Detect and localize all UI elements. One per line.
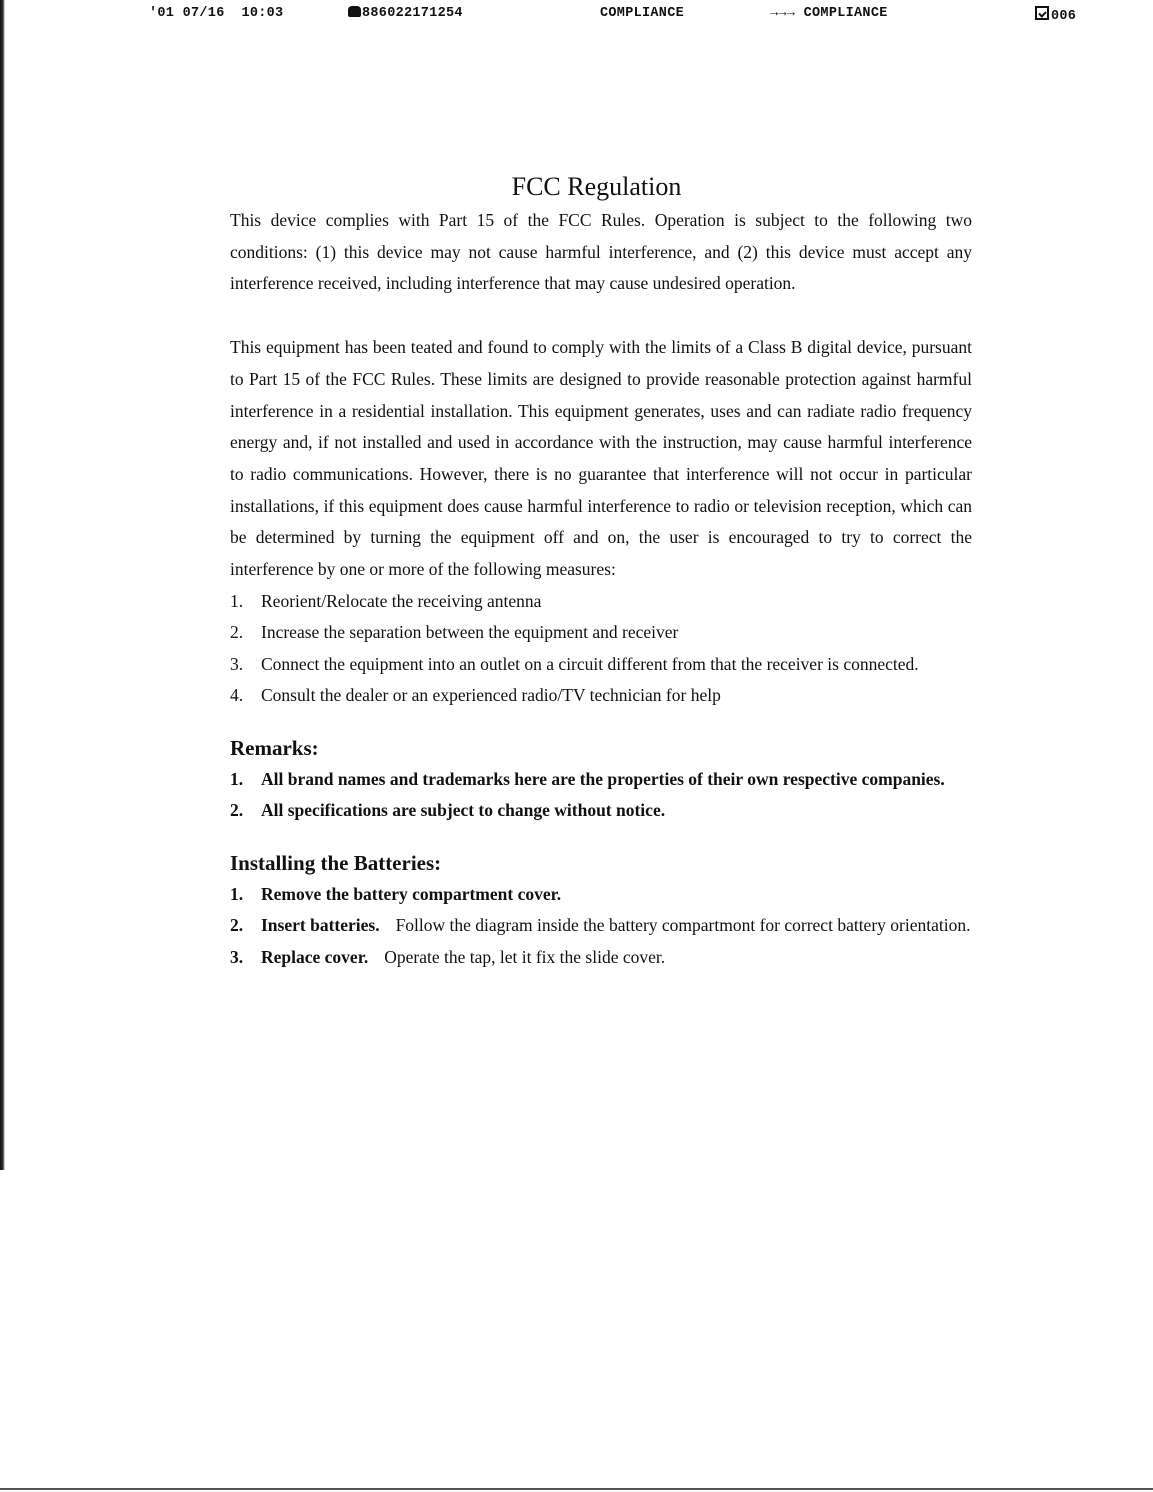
page-title: FCC Regulation bbox=[511, 172, 682, 202]
fax-page-number: 006 bbox=[1051, 9, 1077, 24]
list-item bbox=[230, 942, 972, 974]
list-item-text: All brand names and trademarks here are the properties of their own respective companies. bbox=[261, 768, 945, 789]
list-item-text: Operate the tap, let it fix the slide cover. bbox=[384, 946, 666, 967]
remarks-list bbox=[230, 764, 972, 827]
page-checkbox-icon bbox=[1035, 6, 1049, 20]
fax-from: COMPLIANCE bbox=[600, 6, 685, 21]
phone-icon bbox=[348, 6, 361, 17]
list-item bbox=[230, 617, 972, 649]
fax-arrow-icon: →→→ bbox=[770, 6, 796, 21]
fax-header bbox=[0, 6, 1153, 26]
batteries-heading: Installing the Batteries: bbox=[230, 850, 442, 875]
fax-phone bbox=[348, 6, 463, 21]
list-item-number: 3. bbox=[230, 653, 244, 674]
list-item-number: 1. bbox=[230, 590, 244, 611]
fax-to-label: COMPLIANCE bbox=[803, 6, 888, 21]
list-item bbox=[230, 910, 972, 942]
remarks-heading: Remarks: bbox=[230, 735, 319, 760]
paragraph-fcc-part15: This device complies with Part 15 of the FCC Rules. Operation is subject to the following two conditions: (1) this device may not cause harmful interference, and (2) this device must accept any interference received, including interference that may cause undesired operation. bbox=[230, 210, 972, 294]
list-item bbox=[230, 764, 972, 796]
fax-date-time bbox=[149, 6, 283, 21]
list-item-lead: Insert batteries. bbox=[261, 915, 380, 936]
list-item-lead: Remove the battery compartment cover. bbox=[261, 883, 562, 904]
bottom-divider bbox=[0, 1488, 1153, 1490]
list-item-number: 3. bbox=[230, 946, 244, 967]
fax-time: 10:03 bbox=[241, 6, 284, 21]
list-item-text: Connect the equipment into an outlet on a circuit different from that the receiver is connected. bbox=[261, 653, 919, 674]
measures-list bbox=[230, 586, 972, 712]
fax-phone-number: 886022171254 bbox=[362, 6, 463, 21]
list-item-text: Follow the diagram inside the battery compartmont for correct battery orientation. bbox=[395, 915, 971, 936]
list-item-number: 4. bbox=[230, 685, 244, 706]
paragraph-class-b: This equipment has been teated and found to comply with the limits of a Class B digital device, pursuant to Part 15 of the FCC Rules. These limits are designed to provide reasonable protection against harmful interference in a residential installation. This equipment generates, uses and can radiate radio frequency energy and, if not installed and used in accordance with the instruction, may cause harmful interference to radio communications. However, there is no guarantee that interference will not occur in particular installations, if this equipment does cause harmful interference to radio or television reception, which can be determined by turning the equipment off and on, the user is encouraged to try to correct the interference by one or more of the following measures: bbox=[230, 337, 972, 580]
document-body bbox=[230, 205, 972, 973]
list-item bbox=[230, 879, 972, 911]
list-item-lead: Replace cover. bbox=[261, 946, 369, 967]
fax-date: '01 07/16 bbox=[149, 6, 225, 21]
list-item bbox=[230, 680, 972, 712]
batteries-list bbox=[230, 879, 972, 974]
list-item bbox=[230, 795, 972, 827]
list-item bbox=[230, 586, 972, 618]
list-item-number: 2. bbox=[230, 800, 244, 821]
list-item-number: 2. bbox=[230, 915, 244, 936]
list-item-text: All specifications are subject to change without notice. bbox=[261, 800, 666, 821]
fax-to bbox=[770, 6, 888, 21]
list-item-number: 1. bbox=[230, 768, 244, 789]
list-item bbox=[230, 649, 972, 681]
fax-page bbox=[1035, 6, 1076, 24]
list-item-text: Increase the separation between the equipment and receiver bbox=[261, 622, 679, 643]
list-item-number: 1. bbox=[230, 883, 244, 904]
list-item-number: 2. bbox=[230, 622, 244, 643]
list-item-text: Reorient/Relocate the receiving antenna bbox=[261, 590, 542, 611]
list-item-text: Consult the dealer or an experienced radio/TV technician for help bbox=[261, 685, 721, 706]
